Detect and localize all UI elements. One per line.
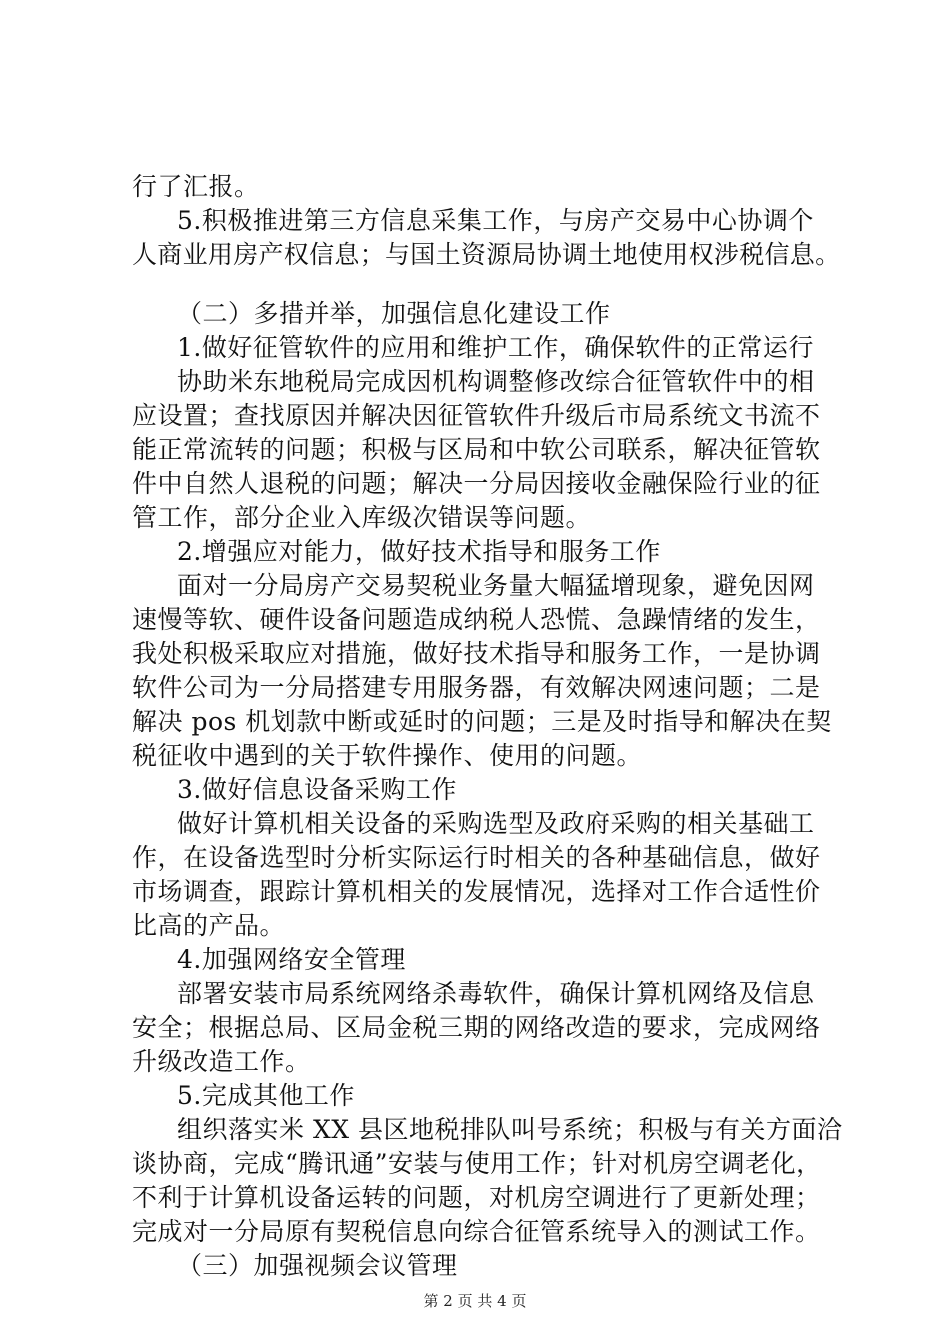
paragraph-line: 管工作，部分企业入库级次错误等问题。 [132, 503, 592, 532]
paragraph-line: 面对一分局房产交易契税业务量大幅猛增现象，避免因网 [177, 571, 815, 600]
paragraph-line: 解决 pos 机划款中断或延时的问题；三是及时指导和解决在契 [132, 707, 832, 736]
paragraph-line: 件中自然人退税的问题；解决一分局因接收金融保险行业的征 [132, 469, 821, 498]
page-number-footer: 第 2 页 共 4 页 [423, 1292, 527, 1310]
paragraph-line: 应设置；查找原因并解决因征管软件升级后市局系统文书流不 [132, 401, 821, 430]
section-heading: （三）加强视频会议管理 [177, 1251, 458, 1280]
list-item-heading: 4.加强网络安全管理 [177, 945, 406, 974]
paragraph-line: 组织落实米 XX 县区地税排队叫号系统；积极与有关方面洽 [177, 1115, 843, 1144]
list-item-heading: 1.做好征管软件的应用和维护工作，确保软件的正常运行 [177, 333, 814, 362]
paragraph-line: 比高的产品。 [132, 911, 286, 940]
paragraph-line: 协助米东地税局完成因机构调整修改综合征管软件中的相 [177, 367, 815, 396]
paragraph-line: 安全；根据总局、区局金税三期的网络改造的要求，完成网络 [132, 1013, 821, 1042]
paragraph-line: 不利于计算机设备运转的问题，对机房空调进行了更新处理； [132, 1183, 821, 1212]
paragraph-line: 速慢等软、硬件设备问题造成纳税人恐慌、急躁情绪的发生， [132, 605, 821, 634]
paragraph-line: 税征收中遇到的关于软件操作、使用的问题。 [132, 741, 643, 770]
paragraph-line: 行了汇报。 [132, 172, 260, 201]
paragraph-line: 市场调查，跟踪计算机相关的发展情况，选择对工作合适性价 [132, 877, 821, 906]
list-item-heading: 2.增强应对能力，做好技术指导和服务工作 [177, 537, 661, 566]
section-heading: （二）多措并举，加强信息化建设工作 [177, 299, 611, 328]
paragraph-line: 做好计算机相关设备的采购选型及政府采购的相关基础工 [177, 809, 815, 838]
paragraph-line: 作，在设备选型时分析实际运行时相关的各种基础信息，做好 [132, 843, 821, 872]
paragraph-line: 谈协商，完成“腾讯通”安装与使用工作；针对机房空调老化， [132, 1149, 822, 1178]
paragraph-line: 升级改造工作。 [132, 1047, 311, 1076]
paragraph-line: 软件公司为一分局搭建专用服务器，有效解决网速问题；二是 [132, 673, 821, 702]
paragraph-line: 部署安装市局系统网络杀毒软件，确保计算机网络及信息 [177, 979, 815, 1008]
list-item-heading: 3.做好信息设备采购工作 [177, 775, 457, 804]
list-item-heading: 5.积极推进第三方信息采集工作，与房产交易中心协调个 [177, 206, 814, 235]
paragraph-line: 人商业用房产权信息；与国土资源局协调土地使用权涉税信息。 [132, 240, 841, 269]
paragraph-line: 我处积极采取应对措施，做好技术指导和服务工作，一是协调 [132, 639, 821, 668]
paragraph-line: 能正常流转的问题；积极与区局和中软公司联系，解决征管软 [132, 435, 821, 464]
list-item-heading: 5.完成其他工作 [177, 1081, 355, 1110]
paragraph-line: 完成对一分局原有契税信息向综合征管系统导入的测试工作。 [132, 1217, 821, 1246]
